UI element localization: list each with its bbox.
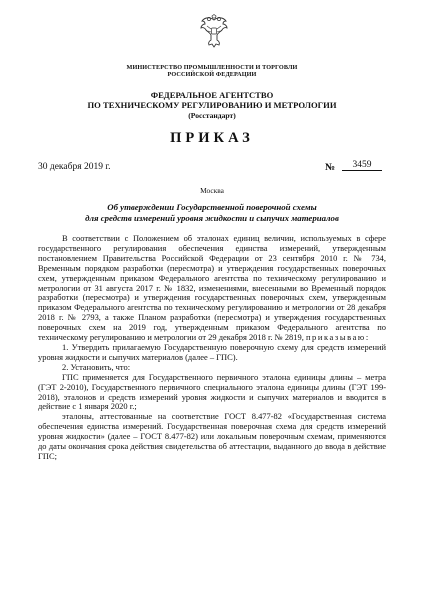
body-paragraph-3: 2. Установить, что: (62, 361, 131, 372)
agency-short-name: (Росстандарт) (188, 111, 236, 120)
order-number: 3459 (342, 160, 382, 171)
ministry-line-1: МИНИСТЕРСТВО ПРОМЫШЛЕННОСТИ И ТОРГОВЛИ (126, 64, 298, 71)
body-paragraph-5: эталоны, аттестованные на соответствие ГОСТ 8.477-82 «Государственная система обеспечения единства измерений. Государственная поверочная схема для средств измерений уровня жидкости» (далее – ГОСТ 8.477-82) или локальным поверочным схемам, применяются до даты окончания срока действия свидетельства об аттестации, выданного до ввода в действие ГПС; (38, 411, 386, 461)
order-title: ПРИКАЗ (170, 130, 254, 146)
ministry-name (0, 64, 424, 79)
agency-line-2: ПО ТЕХНИЧЕСКОМУ РЕГУЛИРОВАНИЮ И МЕТРОЛОГИИ (87, 100, 337, 110)
order-subject (0, 202, 424, 223)
order-directive: приказываю: (305, 332, 370, 343)
subject-line-1: Об утверждении Государственной поверочной схемы (107, 202, 317, 212)
ministry-line-2: РОССИЙСКОЙ ФЕДЕРАЦИИ (167, 71, 257, 79)
order-date: 30 декабря 2019 г. (38, 162, 111, 172)
order-number-sign: № (325, 162, 336, 173)
body-paragraph-4: ГПС применяется для Государственного первичного эталона единицы длины – метра (ГЭТ 2-2010), Государственного первичного специального эталона единицы длины (ГЭТ 199-2018), эталонов и средств измерений уровня жидкости и сыпучих материалов и вводится в действие с 1 января 2020 г.; (38, 371, 386, 412)
order-body (38, 234, 386, 462)
body-paragraph-2: 1. Утвердить прилагаемую Государственную поверочную схему для средств измерений уровня жидкости и сыпучих материалов (далее – ГПС). (38, 341, 386, 362)
russian-coat-of-arms-icon (199, 14, 229, 50)
order-city: Москва (200, 186, 224, 195)
body-paragraph-1 (38, 234, 386, 343)
subject-line-2: для средств измерений уровня жидкости и сыпучих материалов (85, 212, 339, 223)
body-paragraph-1-text: В соответствии с Положением об эталонах единиц величин, используемых в сфере государственного регулирования обеспечения единства измерений, утвержденным постановлением Правительства Российской Федерации от 23 сентября 2010 г. № 734, Временным порядком разработки (пересмотра) и утверждения государственных поверочных схем, утвержденным приказом Федерального агентства по техническому регулированию и метрологии от 31 августа 2017 г. № 1832, изменениями, внесенными во Временный порядок разработки (пересмотра) и утверждения государственных поверочных схем, утвержденным приказом Федерального агентства по техническому регулированию и метрологии от 28 декабря 2018 г. № 2793, а также Планом разработки (пересмотра) и утверждения государственных поверочных схем на 2019 год, утвержденным приказом Федерального агентства по техническому регулированию и метрологии от 29 декабря 2018 г. № 2819, (38, 233, 386, 343)
agency-name (0, 90, 424, 110)
agency-line-1: ФЕДЕРАЛЬНОЕ АГЕНТСТВО (150, 90, 274, 100)
